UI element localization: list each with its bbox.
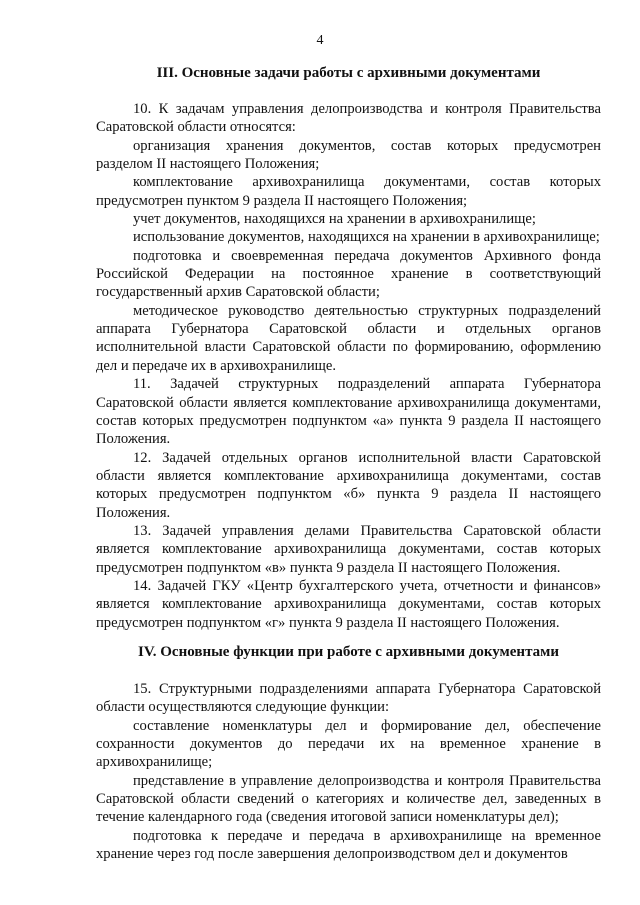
- paragraph: использование документов, находящихся на хранении в архивохранилище;: [133, 229, 600, 246]
- paragraph: учет документов, находящихся на хранении в архивохранилище;: [133, 211, 536, 228]
- paragraph: 14. Задачей ГКУ «Центр бухгалтерского учета, отчетности и финансов» является комплектование архивохранилища документами, состав которых предусмотрен подпунктом «г» пункта 9 раздела II настоящего Положения.: [96, 577, 601, 631]
- paragraph: 10. К задачам управления делопроизводства и контроля Правительства Саратовской области относятся:: [96, 101, 601, 136]
- paragraph: представление в управление делопроизводства и контроля Правительства Саратовской области сведений о категориях и количестве дел, заведенных в течение календарного года (сведения итоговой записи номенклатуры дел);: [96, 772, 601, 826]
- paragraph: 12. Задачей отдельных органов исполнительной власти Саратовской области является комплектование архивохранилища документами, состав которых предусмотрен подпунктом «б» пункта 9 раздела II настоящего Положения.: [96, 449, 601, 521]
- paragraph: составление номенклатуры дел и формирование дел, обеспечение сохранности документов до передачи их на временное хранение в архивохранилище;: [96, 717, 601, 771]
- paragraph: подготовка к передаче и передача в архивохранилище на временное хранение через год после завершения делопроизводством дел и документов: [96, 827, 601, 863]
- paragraph: 11. Задачей структурных подразделений аппарата Губернатора Саратовской области является комплектование архивохранилища документами, состав которых предусмотрен подпунктом «а» пункта 9 раздела II настоящего Положения.: [96, 376, 601, 448]
- paragraph: методическое руководство деятельностью структурных подразделений аппарата Губернатора Саратовской области и отдельных органов исполнительной власти Саратовской области по формированию, оформлению дел и передаче их в архивохранилище.: [96, 302, 601, 374]
- section-3-heading: III. Основные задачи работы с архивными документами: [156, 65, 541, 81]
- paragraph: организация хранения документов, состав которых предусмотрен разделом II настоящего Положения;: [96, 137, 601, 173]
- paragraph: 15. Структурными подразделениями аппарата Губернатора Саратовской области осуществляются следующие функции:: [96, 681, 601, 716]
- paragraph: 13. Задачей управления делами Правительства Саратовской области является комплектование архивохранилища документами, состав которых предусмотрен подпунктом «в» пункта 9 раздела II настоящего Положения.: [96, 522, 601, 576]
- paragraph: комплектование архивохранилища документами, состав которых предусмотрен пунктом 9 раздела II настоящего Положения;: [96, 174, 601, 209]
- section-4-body: [96, 680, 601, 863]
- section-3-body: [96, 100, 601, 632]
- paragraph: подготовка и своевременная передача документов Архивного фонда Российской Федерации на постоянное хранение в соответствующий государственный архив Саратовской области;: [96, 247, 601, 301]
- page-number: 4: [316, 33, 324, 48]
- section-4-heading: IV. Основные функции при работе с архивными документами: [138, 644, 559, 660]
